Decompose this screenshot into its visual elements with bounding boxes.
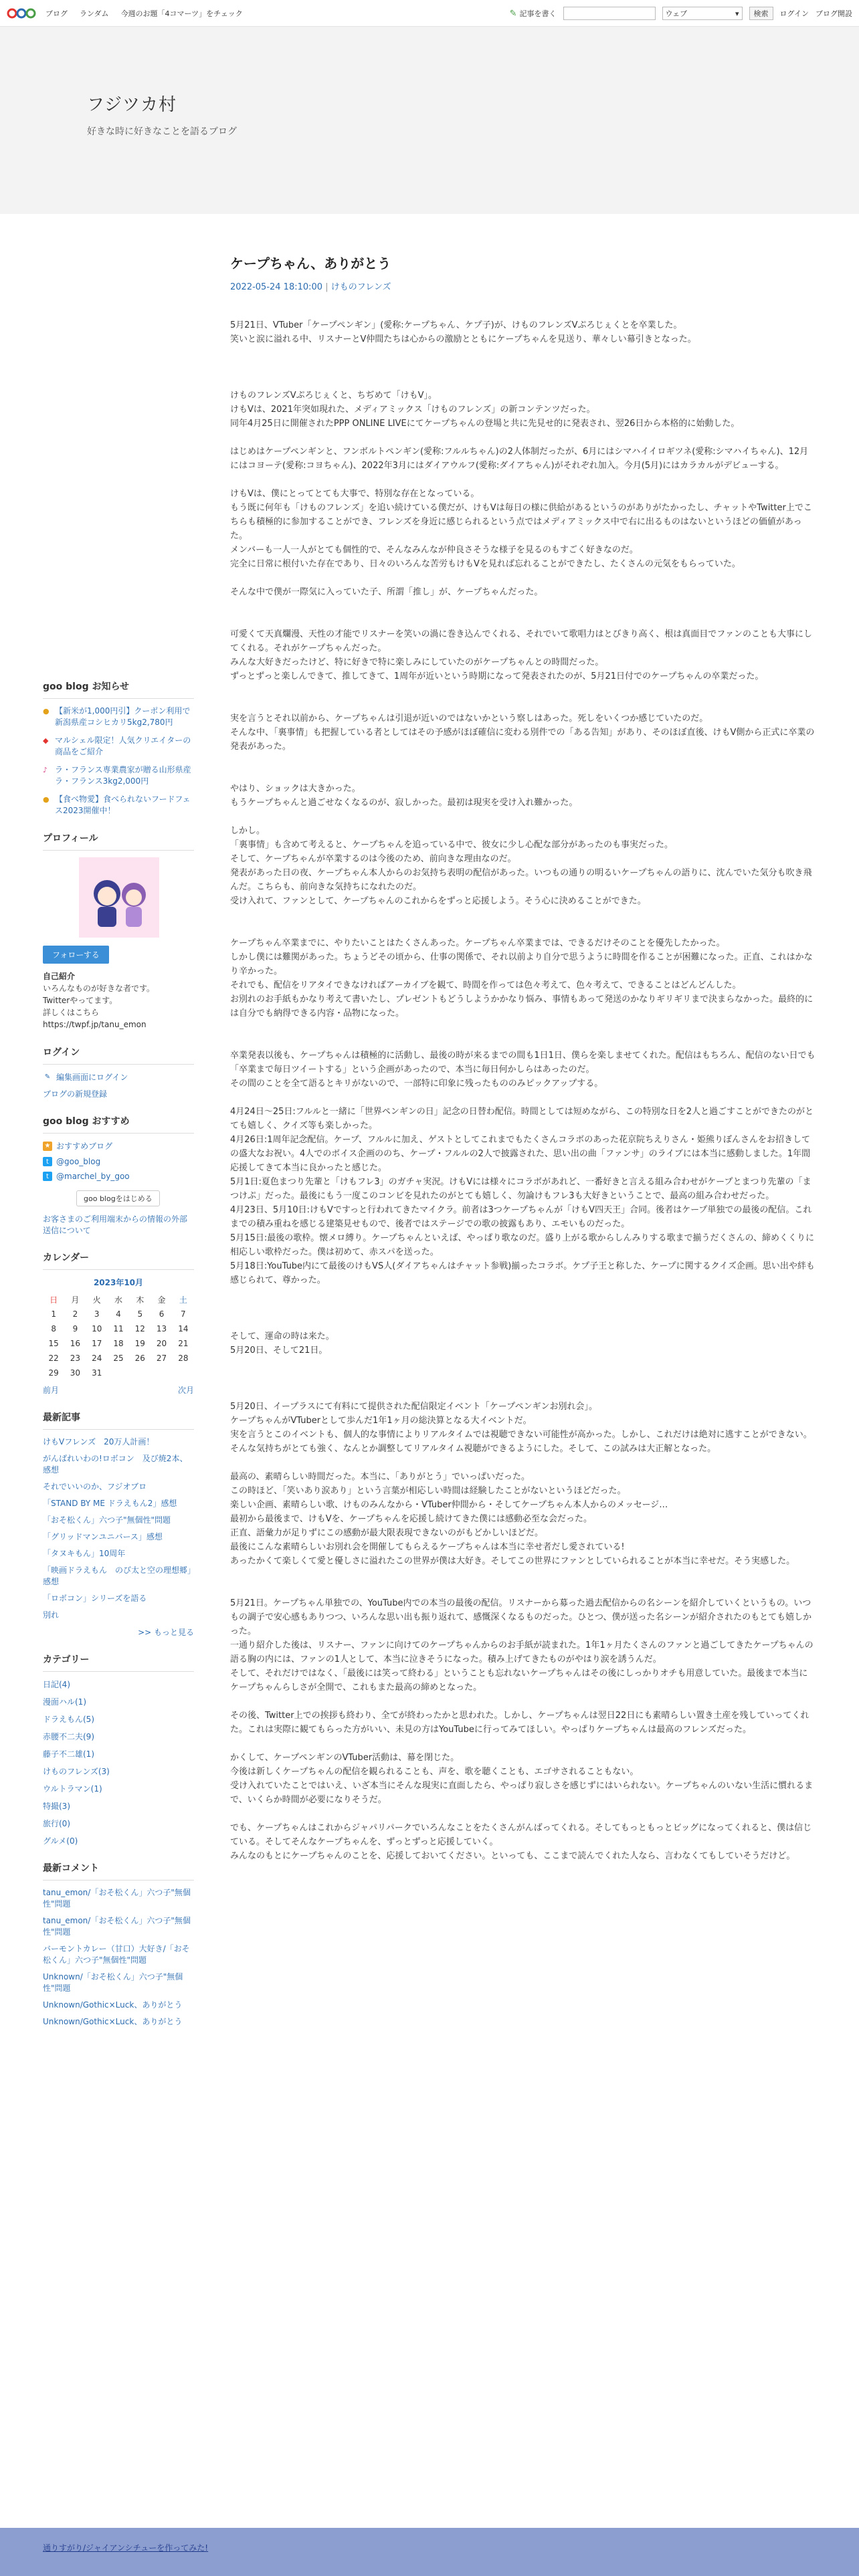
profile-section bbox=[43, 831, 194, 1031]
calendar-day: 21 bbox=[178, 1339, 189, 1348]
paragraph: 受け入れて、ファンとして、ケープちゃんのこれからをずっと応援しよう。そう心に決めることができた。 bbox=[230, 896, 646, 906]
note-icon: ♪ bbox=[43, 766, 48, 774]
weekday: 日 bbox=[50, 1295, 58, 1305]
calendar-day: 1 bbox=[51, 1309, 56, 1319]
recent-post-link[interactable]: 「タヌキもん」10周年 bbox=[43, 1549, 126, 1558]
header-tools bbox=[510, 0, 852, 27]
paragraph: けものフレンズVぷろじぇくと、ちぢめて「けもV」。 bbox=[230, 391, 438, 401]
paragraph: 5月15日:最後の歌枠。懐メロ縛り。ケープちゃんといえば、やっぱり歌なのだ。盛り上がる歌からしんみりする歌まで揃うだくさんの、締めくくりに相応しい歌枠だった。僕は初めて、赤スパを送った。 bbox=[230, 1233, 815, 1257]
comment-link[interactable]: tanu_emon/「おそ松くん」六つ子"無個性"問題 bbox=[43, 1888, 191, 1909]
calendar-week bbox=[43, 1366, 194, 1380]
paragraph: 5月20日、そして21日。 bbox=[230, 1346, 328, 1356]
paragraph: ケープちゃん卒業までに、やりたいことはたくさんあった。ケープちゃん卒業までは、できるだけそのことを優先したかった。 bbox=[230, 938, 725, 948]
login-section bbox=[43, 1045, 194, 1099]
coin-icon: ● bbox=[43, 707, 50, 716]
paragraph: 今後は新しくケープちゃんの配信を観られることも、声を、歌を聴くことも、エゴサされることもない。 bbox=[230, 1767, 639, 1777]
recommend-icon: ★ bbox=[43, 1142, 52, 1151]
paragraph: はじめはケープペンギンと、フンボルトペンギン(愛称:フルルちゃん)の2人体制だったが、6月にはシマハイイロギツネ(愛称:シマハイちゃん)、12月にはコヨーテ(愛称:コヨちゃん)、2022年3月にはダイアウルフ(愛称:ダイアちゃん)がそれぞれ加入。今月(5月)にはカラカルがデビューする。 bbox=[230, 447, 809, 471]
edit-login-link[interactable]: ✎ 編集画面にログイン bbox=[43, 1071, 194, 1083]
recent-post-link[interactable]: がんばれいわの!ロボコン 及び焼2本、感想 bbox=[43, 1454, 188, 1475]
comments-heading: 最新コメント bbox=[43, 1861, 194, 1881]
profile-line: いろんなものが好きな者です。 bbox=[43, 984, 155, 993]
calendar-day: 8 bbox=[51, 1324, 56, 1333]
calendar-day: 27 bbox=[156, 1354, 167, 1363]
calendar-week bbox=[43, 1351, 194, 1366]
sidebar bbox=[43, 679, 194, 2042]
paragraph: ケープちゃんがVTuberとして歩んだ1年1ヶ月の総決算となる大イベントだ。 bbox=[230, 1416, 532, 1426]
category-section bbox=[43, 1652, 194, 1846]
calendar-day: 14 bbox=[178, 1324, 189, 1333]
calendar-day: 23 bbox=[70, 1354, 81, 1363]
paragraph: かくして、ケープペンギンのVTuber活動は、幕を閉じた。 bbox=[230, 1753, 460, 1763]
calendar-day bbox=[151, 1366, 172, 1380]
calendar-day: 10 bbox=[92, 1324, 102, 1333]
calendar-week bbox=[43, 1336, 194, 1351]
category-link[interactable]: ドラえもん(5) bbox=[43, 1715, 94, 1724]
start-goo-blog-button[interactable]: goo blogをはじめる bbox=[76, 1190, 160, 1206]
calendar-day: 12 bbox=[134, 1324, 145, 1333]
paragraph: でも、ケープちゃんはこれからジャパリパークでいろんなことをたくさんがんばってくれる。そしてもっともっとビッグになってくれると、僕は信じている。そしてそんなケープちゃんを、ずっとずっと応援していく。 bbox=[230, 1823, 812, 1847]
comment-link[interactable]: Unknown/Gothic×Luck、ありがとう bbox=[43, 2017, 183, 2026]
paragraph: 可愛くて天真爛漫、天性の才能でリスナーを笑いの渦に巻き込んでくれる、それでいて歌唱力はとびきり高く、根は真面目でファンのことも大事にしてくれる。それがケープちゃんだった。 bbox=[230, 629, 812, 653]
chevron-down-icon: ▾ bbox=[735, 9, 739, 18]
comment-link[interactable]: バーモントカレー（甘口）大好き/「おそ松くん」六つ子"無個性"問題 bbox=[43, 1944, 190, 1965]
paragraph: 実を言うとこのイベントも、個人的な事情によりリアルタイムでは視聴できない可能性が高かった。しかし、これだけは絶対に逃すことができない。そんな気持ちがとても強く、なんとか調整してリアルタイム視聴ができるようにした。そして、この試みは大正解となった。 bbox=[230, 1430, 812, 1454]
meta-separator: | bbox=[325, 282, 331, 292]
weekday: 金 bbox=[157, 1295, 166, 1305]
calendar-table bbox=[43, 1292, 194, 1380]
calendar-day: 3 bbox=[94, 1309, 100, 1319]
calendar-heading: カレンダー bbox=[43, 1251, 194, 1270]
external-info-link[interactable]: お客さまのご利用端末からの情報の外部送信について bbox=[43, 1214, 188, 1235]
calendar-day: 7 bbox=[181, 1309, 186, 1319]
recent-posts-section bbox=[43, 1410, 194, 1638]
paragraph: 5月21日、VTuber「ケープペンギン」(愛称:ケープちゃん、ケプ子)が、けものフレンズVぷろじぇくとを卒業した。 bbox=[230, 320, 682, 330]
profile-avatar[interactable] bbox=[79, 857, 159, 938]
category-link[interactable]: グルメ(0) bbox=[43, 1836, 78, 1846]
profile-line: Twitterやってます。 bbox=[43, 996, 118, 1005]
category-heading: カテゴリー bbox=[43, 1652, 194, 1672]
paragraph: この時ほど、「笑いあり涙あり」という言葉が相応しい時間は経験したことがないというほどだった。 bbox=[230, 1486, 626, 1496]
blog-header bbox=[0, 27, 859, 214]
calendar-day: 31 bbox=[92, 1368, 102, 1378]
paragraph: やはり、ショックは大きかった。 bbox=[230, 784, 361, 794]
calendar-day: 2 bbox=[72, 1309, 78, 1319]
calendar-day: 13 bbox=[156, 1324, 167, 1333]
bottom-comment-link[interactable]: 通りすがり/ジャイアンシチューを作ってみた! bbox=[43, 2543, 209, 2553]
paragraph: それでも、配信をリアタイできなければアーカイブを観て、時間を作っては色々考えて、色々考えて、できることはどんどんした。 bbox=[230, 980, 741, 990]
notice-item[interactable]: ♪ ラ・フランス専業農家が贈る山形県産ラ・フランス3kg2,000円 bbox=[43, 765, 191, 786]
category-link[interactable]: 藤子不二雄(1) bbox=[43, 1749, 94, 1759]
search-button[interactable]: 検索 bbox=[749, 7, 773, 20]
weekday: 木 bbox=[136, 1295, 145, 1305]
calendar-week bbox=[43, 1307, 194, 1321]
twitter-icon: t bbox=[43, 1157, 52, 1166]
calendar-day: 19 bbox=[134, 1339, 145, 1348]
paragraph: あったかくて楽しくて愛と優しさに溢れたこの世界が僕は大好き。そしてこの世界にファンとしていられることが本当に幸せだ。そう実感した。 bbox=[230, 1556, 795, 1566]
recommend-heading: goo blog おすすめ bbox=[43, 1114, 194, 1134]
paragraph: メンバーも一人一人がとても個性的で、そんなみんなが仲良さそうな様子を見るのもすごく好きなのだ。 bbox=[230, 545, 638, 555]
calendar-day: 4 bbox=[116, 1309, 121, 1319]
notice-item[interactable]: ● 【新米が1,000円引】クーポン利用で新潟県産コシヒカリ5kg2,780円 bbox=[43, 706, 191, 727]
blog-open-link[interactable]: ブログ開設 bbox=[816, 9, 852, 18]
paragraph: 5月1日:夏色まつり先輩と「けもフレ3」のガチャ実況。けもVには様々にコラボがあれど、一番好きと言える組み合わせがケープとまつり先輩の「まつけぷ」だった。最後にもう一度このコンビを見れたのがとても嬉しく、勿論けもフレ3も大好きということで、最高の組み合わせだった。 bbox=[230, 1177, 812, 1201]
more-posts-link[interactable]: >> もっと見る bbox=[138, 1628, 194, 1637]
category-link[interactable]: ウルトラマン(1) bbox=[43, 1784, 102, 1794]
recent-post-link[interactable]: 「ロボコン」シリーズを語る bbox=[43, 1594, 147, 1603]
paragraph: 最後にこんな素晴らしいお別れ会を開催してもらえるケープちゃんは本当に幸せ者だし愛されている! bbox=[230, 1542, 625, 1552]
paragraph: 同年4月25日に開催されたPPP ONLINE LIVEにてケープちゃんの登場と共に先見せ的に発表され、翌26日から本格的に始動した。 bbox=[230, 419, 740, 429]
paragraph: ずっとずっと楽しんできて、推してきて、1周年が近いという時期になって発表されたのが、5月21日付でのケープちゃんの卒業だった。 bbox=[230, 671, 764, 681]
calendar-day: 5 bbox=[137, 1309, 143, 1319]
calendar-day: 26 bbox=[134, 1354, 145, 1363]
article bbox=[230, 257, 816, 1863]
paragraph: みんな大好きだったけど、特に好きで特に楽しみにしていたのがケープちゃんとの時間だった。 bbox=[230, 657, 604, 667]
paragraph: そして、運命の時は来た。 bbox=[230, 1331, 335, 1341]
category-link[interactable]: 特撮(3) bbox=[43, 1802, 70, 1811]
paragraph: 笑いと涙に溢れる中、リスナーとV仲間たちは心からの激励とともにケープちゃんを見送り、華々しい幕引きとなった。 bbox=[230, 334, 696, 344]
paragraph: けもVは、僕にとってとても大事で、特別な存在となっている。 bbox=[230, 489, 480, 499]
avatar-illustration bbox=[79, 857, 159, 938]
recent-post-link[interactable]: 「グリッドマンユニバース」感想 bbox=[43, 1532, 163, 1541]
notice-item[interactable]: ● 【食べ物愛】食べられないフードフェス2023開催中！ bbox=[43, 794, 191, 815]
calendar-day: 20 bbox=[156, 1339, 167, 1348]
comment-link[interactable]: Unknown/「おそ松くん」六つ子"無個性"問題 bbox=[43, 1972, 183, 1993]
paragraph: もうケープちゃんと過ごせなくなるのが、寂しかった。最初は現実を受け入れ難かった。 bbox=[230, 798, 578, 808]
profile-label: 自己紹介 bbox=[43, 972, 76, 981]
paragraph: 「裏事情」も含めて考えると、ケープちゃんを追っている中で、彼女に少し心配な部分があったのも事実だった。 bbox=[230, 840, 673, 850]
search-scope-select[interactable]: ウェブ ▾ bbox=[662, 7, 743, 20]
paragraph: 最初から最後まで、けもVを、ケープちゃんを応援し続けてきた僕には感動必至な会だった。 bbox=[230, 1514, 592, 1524]
paragraph: お別れのお手紙もかなり考えて書いたし、プレゼントもどうしようかかなり悩み、事情もあって発送のかなりギリギリまで決まらなかった。最終的には自分でも納得できる内容・品物になった。 bbox=[230, 994, 814, 1018]
calendar-day: 11 bbox=[113, 1324, 124, 1333]
paragraph: 一通り紹介した後は、リスナー、ファンに向けてのケープちゃんからのお手紙が読まれた。1年1ヶ月たくさんのファンと過ごしてきたケープちゃんの語る胸の内には、ファンの1人として、本当に泣きそうになった。積み上げてきたものがやはり涙を誘うんだ。 bbox=[230, 1640, 814, 1665]
nav-blog[interactable]: ブログ bbox=[45, 9, 68, 18]
goo-logo[interactable] bbox=[7, 5, 36, 21]
paragraph: そんな中、「裏事情」も把握している者としてはその予感がほぼ確信に変わる別件での「ある告知」があり、そのほぼ直後、けもV側から正式に卒業の発表があった。 bbox=[230, 728, 815, 752]
comment-link[interactable]: tanu_emon/「おそ松くん」六つ子"無個性"問題 bbox=[43, 1916, 191, 1937]
register-link[interactable]: ブログの新規登録 bbox=[43, 1089, 108, 1099]
calendar-weekdays bbox=[43, 1292, 194, 1307]
paragraph: 実を言うとそれ以前から、ケープちゃんは引退が近いのではないかという察しはあった。死しをいくつか感じていたのだ。 bbox=[230, 714, 708, 724]
recent-post-link[interactable]: 「おそ松くん」六つ子"無個性"問題 bbox=[43, 1515, 171, 1525]
calendar-day: 22 bbox=[48, 1354, 59, 1363]
post-meta bbox=[230, 280, 816, 294]
calendar-day: 24 bbox=[92, 1354, 102, 1363]
calendar-day: 17 bbox=[92, 1339, 102, 1348]
paragraph: そして、ケープちゃんが卒業するのは今後のため、前向きな理由なのだ。 bbox=[230, 854, 516, 864]
notice-heading: goo blog お知らせ bbox=[43, 679, 194, 699]
profile-line: 詳しくはこちら bbox=[43, 1008, 100, 1017]
recent-post-link[interactable]: 別れ bbox=[43, 1610, 60, 1620]
paragraph: 4月24日〜25日:フルルと一緒に「世界ペンギンの日」記念の日替わ配信。時間としては短めながら、この特別な日を2人と過ごすことができたのがとても嬉しく、クイズ等も楽しかった。 bbox=[230, 1107, 814, 1131]
category-link[interactable]: 漫面ハル(1) bbox=[43, 1697, 86, 1707]
bottom-overlay-bar bbox=[0, 2528, 859, 2576]
global-header bbox=[0, 0, 859, 27]
paragraph: 発表があった日の夜、ケープちゃん本人からのお気持ち表明の配信があった。いつもの通りの明るいケープちゃんの語りに、沈んでいた気分も吹き飛んだ。こちらも、前向きな気持ちになれたのだ。 bbox=[230, 868, 812, 892]
post-title[interactable]: ケープちゃん、ありがとう bbox=[230, 255, 391, 272]
paragraph: その後、Twitter上での挨拶も終わり、全てが終わったかと思われた。しかし、ケープちゃんは翌日22日にも素晴らしい置き土産を残していってくれた。これは実際に観てもらった方がいい、未見の方はYouTubeに行ってみてほしい。やっぱりケープちゃんは最高のフレンズだった。 bbox=[230, 1711, 809, 1735]
paragraph: 5月18日:YouTube内にて最後のけもVS人(ダイアちゃんはチャット参戦)揃ったコラボ。ケプ子王と称した、ケープに関するクイズ企画。思い出や絆も感じられて、尊かった。 bbox=[230, 1261, 815, 1285]
paragraph: しかし。 bbox=[230, 826, 266, 836]
recent-post-link[interactable]: 「STAND BY ME ドラえもん2」感想 bbox=[43, 1499, 177, 1508]
calendar-day: 18 bbox=[113, 1339, 124, 1348]
paragraph: みんなのもとにケープちゃんのことを、応援しておいてください。といっても、ここまで読んでくれた人なら、言わなくてもしていそうだけど。 bbox=[230, 1851, 795, 1861]
calendar-day: 29 bbox=[48, 1368, 59, 1378]
calendar-day bbox=[108, 1366, 129, 1380]
paragraph: もう既に何年も「けものフレンズ」を追い続けている僕だが、けもVは毎日の様に供給があるというのがありがたかったし、チャットやTwitter上でこちらも積極的に参加することができ、フレンズを身近に感じられるという点ではメディアミックス中で右に出るものはないというほどの価値があった。 bbox=[230, 503, 812, 541]
paragraph: その間のことを全て語るとキリがないので、一部特に印象に残ったもののみピックアップする。 bbox=[230, 1079, 603, 1089]
paragraph: 正直、語彙力が足りずにこの感動が最大限表現できないのがもどかしいほどだ。 bbox=[230, 1528, 544, 1538]
category-link[interactable]: 赤腰不二夫(9) bbox=[43, 1732, 94, 1741]
profile-link[interactable]: https://twpf.jp/tanu_emon bbox=[43, 1020, 147, 1029]
recent-post-link[interactable]: 「映画ドラえもん のび太と空の理想郷」感想 bbox=[43, 1566, 192, 1586]
global-nav bbox=[45, 8, 243, 19]
nav-weekly-theme[interactable]: 今週のお題「4コマーツ」をチェック bbox=[120, 9, 243, 18]
calendar-day: 16 bbox=[70, 1339, 81, 1348]
calendar-day: 25 bbox=[113, 1354, 124, 1363]
paragraph: そして、それだけではなく、「最後には笑って終わる」ということも忘れないケープちゃんはその後にしっかりオチも用意していた。最後まで本当にケープちゃんらしさが全開で、これもまた最高の締めとなった。 bbox=[230, 1669, 808, 1693]
calendar-day: 15 bbox=[48, 1339, 59, 1348]
paragraph: 受け入れていたことではいえ、いざ本当にそんな現実に直面したら、やっぱり寂しさを感じずにはいられない。ケープちゃんのいない生活に慣れるまで、いくらか時間が必要になりそうだ。 bbox=[230, 1781, 814, 1805]
calendar-month[interactable]: 2023年10月 bbox=[93, 1278, 144, 1287]
calendar-day: 9 bbox=[72, 1324, 78, 1333]
calendar-week bbox=[43, 1321, 194, 1336]
notice-item[interactable]: ◆ マルシェル限定！人気クリエイターの商品をご紹介 bbox=[43, 736, 191, 756]
recent-post-link[interactable]: けもVフレンズ 20万人計画！ bbox=[43, 1437, 155, 1446]
write-post-link[interactable]: ✎ 記事を書く bbox=[509, 8, 557, 19]
calendar-day: 30 bbox=[70, 1368, 81, 1378]
category-link[interactable]: 旅行(0) bbox=[43, 1819, 70, 1828]
blog-title[interactable]: フジツカ村 bbox=[87, 95, 177, 115]
twitter-icon: t bbox=[43, 1172, 52, 1181]
calendar-day: 28 bbox=[178, 1354, 189, 1363]
recommend-blog-link[interactable]: ★ おすすめブログ bbox=[43, 1140, 194, 1152]
coin-icon: ● bbox=[43, 795, 50, 804]
paragraph: 卒業発表以後も、ケープちゃんは積極的に活動し、最後の時が来るまでの間も1日1日、僕らを楽しませてくれた。配信はもちろん、配信のない日でも「卒業まで毎日ツイートする」という企画があったので、本当に毎日何かしらはあったのだ。 bbox=[230, 1051, 816, 1075]
paragraph: 5月21日。ケープちゃん単独での、YouTube内での本当の最後の配信。リスナーから募った過去配信からの名シーンを紹介していくというもの。いつもの調子で安心感もありつつ、いろんな思い出も振り返れて、感慨深くなるものだった。ひとつ、僕が送った名シーンが紹介されたのもとても嬉しかった。 bbox=[230, 1598, 812, 1636]
edit-icon: ✎ bbox=[44, 1073, 51, 1081]
weekday: 火 bbox=[92, 1295, 101, 1305]
follow-button[interactable]: フォローする bbox=[43, 946, 109, 964]
post-date[interactable]: 2022-05-24 18:10:00 bbox=[230, 282, 323, 292]
search-input[interactable] bbox=[563, 7, 656, 20]
twitter-goo-blog-link[interactable]: t @goo_blog bbox=[43, 1157, 194, 1166]
post-category[interactable]: けものフレンズ bbox=[330, 282, 391, 292]
calendar-day: 6 bbox=[159, 1309, 165, 1319]
calendar-nav bbox=[43, 1384, 194, 1396]
category-link[interactable]: 日記(4) bbox=[43, 1680, 70, 1689]
paragraph: そんな中で僕が一際気に入っていた子、所謂「推し」が、ケープちゃんだった。 bbox=[230, 587, 543, 597]
calendar-day bbox=[129, 1366, 151, 1380]
paragraph: 最高の、素晴らしい時間だった。本当に、「ありがとう」でいっぱいだった。 bbox=[230, 1472, 530, 1482]
next-month-link[interactable]: 次月 bbox=[177, 1386, 194, 1395]
blog-description: 好きな時に好きなことを語るブログ bbox=[87, 126, 237, 137]
weekday: 土 bbox=[179, 1295, 187, 1305]
comment-link[interactable]: Unknown/Gothic×Luck、ありがとう bbox=[43, 2000, 183, 2010]
category-link[interactable]: けものフレンズ(3) bbox=[43, 1767, 110, 1776]
recent-post-link[interactable]: それでいいのか、フジオブロ bbox=[43, 1482, 147, 1491]
login-heading: ログイン bbox=[43, 1045, 194, 1065]
paragraph: けもVは、2021年突如現れた、メディアミックス「けものフレンズ」の新コンテンツだった。 bbox=[230, 405, 595, 415]
paragraph: 楽しい企画、素晴らしい歌、けものみんなから・VTuber仲間から・そしてケープちゃん本人からのメッセージ… bbox=[230, 1500, 668, 1510]
post-body bbox=[230, 318, 816, 1863]
paragraph: 4月23日、5月10日:けもVですっと行われてきたマイクラ。前者は3つケープちゃんが「けもV四天王」合同。後者はケープ単独での最後の配信。これまでの積み重ねを感じる建築見せもので、後者ではステージでの歌の披露もあり、エモいものだった。 bbox=[230, 1205, 812, 1229]
profile-heading: プロフィール bbox=[43, 831, 194, 851]
calendar-day bbox=[173, 1366, 194, 1380]
paragraph: 完全に日常に根付いた存在であり、日々のいろんな苦労もけもVを見れば忘れることができたし、たくさんの元気をもらっていた。 bbox=[230, 559, 741, 569]
profile-text bbox=[43, 970, 194, 1031]
goo-logo-mark bbox=[7, 5, 36, 21]
recommend-section bbox=[43, 1114, 194, 1236]
pencil-icon: ✎ bbox=[509, 8, 517, 19]
prev-month-link[interactable]: 前月 bbox=[43, 1386, 60, 1395]
comments-section bbox=[43, 1861, 194, 2028]
paragraph: しかし僕には難関があった。ちょうどその頃から、仕事の関係で、それ以前より自分で思うように時間を作ることが困難になった。正直、これはかなり辛かった。 bbox=[230, 952, 813, 976]
weekday: 水 bbox=[114, 1295, 122, 1305]
login-link[interactable]: ログイン bbox=[779, 9, 809, 18]
notice-section bbox=[43, 679, 194, 817]
twitter-marchel-link[interactable]: t @marchel_by_goo bbox=[43, 1172, 194, 1181]
calendar-section bbox=[43, 1251, 194, 1396]
nav-random[interactable]: ランダム bbox=[80, 9, 109, 18]
paragraph: 5月20日、イープラスにて有料にて提供された配信限定イベント「ケープペンギンお別れ会」。 bbox=[230, 1402, 597, 1412]
weekday: 月 bbox=[71, 1295, 80, 1305]
paragraph: 4月26日:1周年記念配信。ケープ、フルルに加え、ゲストとしてこれまでもたくさんコラボのあった花京院ちえりさん・姫熊りぼんさんをお招きしての盛大なお祝い。4人でのボイス企画ののち、ケープ・フルルの2人で披露された、思い出の曲「ファンサ」のライブには本当に感動しました。1年間応援してきて本当に良かったと感じた。 bbox=[230, 1135, 811, 1173]
recent-posts-heading: 最新記事 bbox=[43, 1410, 194, 1430]
shop-icon: ◆ bbox=[43, 736, 49, 745]
